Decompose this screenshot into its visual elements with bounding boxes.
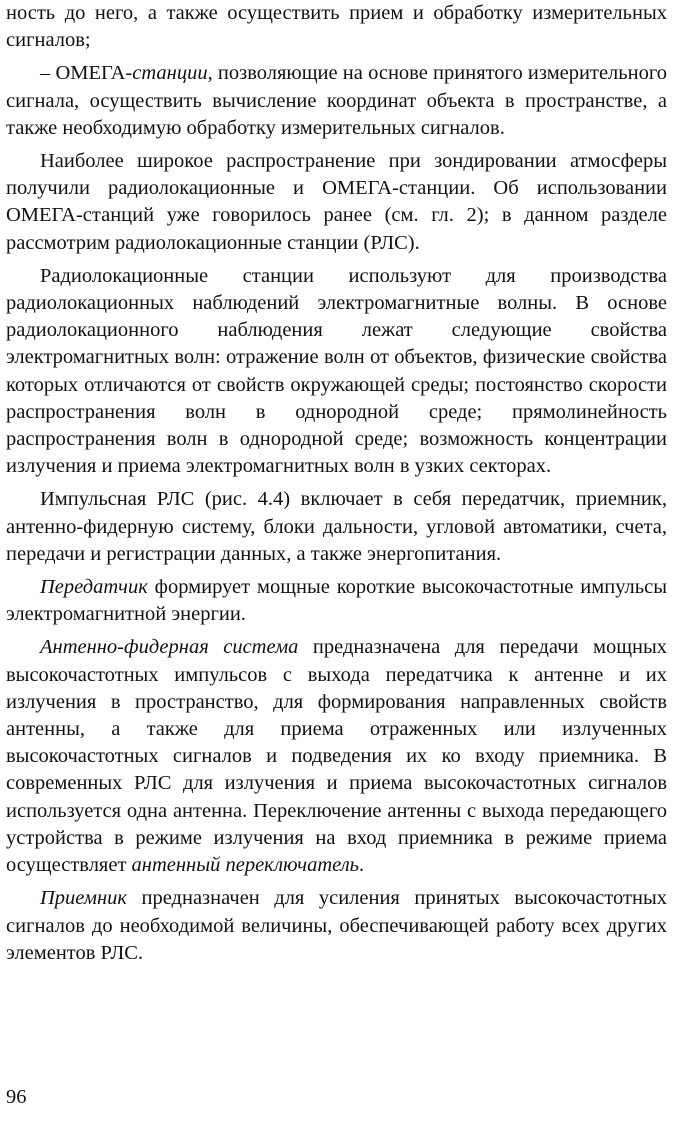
text-run: ность до него, а также осуществить прием и обработку измерительных сигналов; [6, 2, 667, 52]
paragraph-p1 [6, 60, 667, 142]
text-run: – ОМЕГА- [40, 62, 133, 85]
paragraph-p0 [6, 0, 667, 54]
paragraph-p4 [6, 486, 667, 568]
text-run: Импульсная РЛС (рис. 4.4) включает в себя передатчик, приемник, антенно-фидерную систему, блоки дальности, угловой автоматики, счета, передачи и регистрации данных, а также энергопитания. [6, 488, 667, 565]
italic-term: Антенно-фидерная система [40, 636, 299, 659]
text-run: . [358, 854, 365, 877]
text-run: предназначена для передачи мощных высокочастотных импульсов с выхода передатчика к антенне и их излучения в пространство, для формирования направленных свойств антенны, а также для приема отраженных или излученных высокочастотных сигналов и подведения их ко входу приемника. В современных РЛС для излучения и приема высокочастотных сигналов используется одна антенна. Переключение антенны с выхода передающего устройства в режиме излучения на вход приемника в режиме приема осуществляет [6, 636, 667, 877]
page-number: 96 [6, 1086, 27, 1108]
text-run: формирует мощные короткие высокочастотные импульсы электромагнитной энергии. [6, 576, 667, 626]
text-run: , позволяющие на основе принятого измерительного сигнала, осуществить вычисление координат объекта в пространстве, а также необходимую обработку измерительных сигналов. [6, 62, 667, 139]
paragraph-p5 [6, 574, 667, 628]
text-run: Радиолокационные станции используют для производства радиолокационных наблюдений электромагнитные волны. В основе радиолокационного наблюдения лежат следующие свойства электромагнитных волн: отражение волн от объектов, физические свойства которых отличаются от свойств окружающей среды; постоянство скорости распространения волн в однородной среде; прямолинейность распространения волн в однородной среде; возможность концентрации излучения и приема электромагнитных волн в узких секторах. [6, 264, 667, 478]
paragraph-p6 [6, 634, 667, 879]
italic-term: Приемник [40, 887, 127, 910]
text-run: Наиболее широкое распространение при зондировании атмосферы получили радиолокационные и ОМЕГА-станции. Об использовании ОМЕГА-станций уже говорилось ранее (см. гл. 2); в данном разделе рассмотрим радиолокационные станции (РЛС). [6, 150, 667, 254]
paragraph-p3 [6, 263, 667, 481]
page-body [6, 0, 667, 973]
paragraph-p2 [6, 148, 667, 257]
italic-term: Передатчик [40, 576, 148, 599]
italic-term: станции [132, 62, 208, 85]
paragraph-p7 [6, 885, 667, 967]
text-run: предназначен для усиления принятых высокочастотных сигналов до необходимой величины, обеспечивающей работу всех других элементов РЛС. [6, 887, 667, 964]
italic-term: антенный переключатель [131, 854, 359, 877]
